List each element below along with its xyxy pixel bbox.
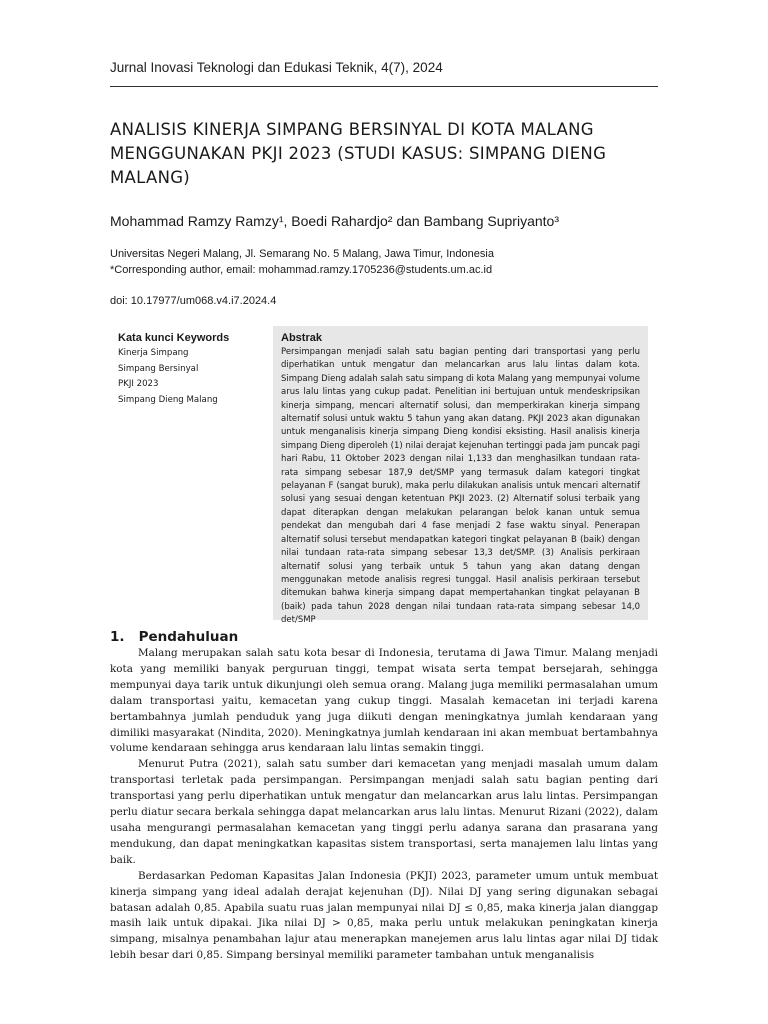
doi[interactable]: doi: 10.17977/um068.v4.i7.2024.4 [110, 295, 277, 307]
paragraph: Menurut Putra (2021), salah satu sumber dari kemacetan yang menjadi masalah umum dalam transportasi terletak pada persimpangan. Persimpangan menjadi salah satu bagian penting dari transportasi yang perlu diperhatikan untuk mengatur dan melancarkan arus lalu lintas. Persimpangan perlu diatur secara berkala sehingga dapat melancarkan arus lalu lintas. Menurut Rizani (2022), dalam usaha mengurangi permasalahan kemacetan yang tinggi perlu adanya sarana dan prasarana yang mendukung, dan dapat meningkatkan kapasitas sistem transportasi, serta manajemen lalu lintas yang baik. [110, 758, 658, 866]
affiliation: Universitas Negeri Malang, Jl. Semarang No. 5 Malang, Jawa Timur, Indonesia [110, 248, 494, 260]
paragraph: Malang merupakan salah satu kota besar di Indonesia, terutama di Jawa Timur. Malang menjadi kota yang memiliki banyak perguruan tinggi, tempat wisata serta tempat bersejarah, sehingga mempunyai daya tarik untuk dikunjungi oleh semua orang. Malang juga memiliki permasalahan umum dalam transportasi yaitu, kemacetan yang cukup tinggi. Masalah kemacetan ini terjadi karena bertambahnya jumlah penduduk yang juga diikuti dengan meningkatnya jumlah kendaraan yang dimiliki masyarakat (Nindita, 2020). Meningkatnya jumlah kendaraan ini akan membuat bertambahnya volume kendaraan sehingga arus kendaraan lalu lintas semakin tinggi. [110, 647, 658, 755]
abstract-title: Abstrak [281, 332, 322, 344]
journal-header: Jurnal Inovasi Teknologi dan Edukasi Teknik, 4(7), 2024 [110, 60, 443, 75]
abstract-box [273, 326, 648, 626]
header-rule [110, 86, 658, 87]
section-heading: 1. Pendahuluan [110, 629, 239, 645]
keyword-item: PKJI 2023 [118, 379, 159, 389]
keywords-box [110, 326, 268, 620]
authors: Mohammad Ramzy Ramzy¹, Boedi Rahardjo² dan Bambang Supriyanto³ [110, 213, 559, 229]
body-text [110, 646, 658, 964]
paragraph: Berdasarkan Pedoman Kapasitas Jalan Indonesia (PKJI) 2023, parameter umum untuk membuat kinerja simpang yang ideal adalah derajat kejenuhan (DJ). Nilai DJ yang sering digunakan sebagai batasan adalah 0,85. Apabila suatu ruas jalan mempunyai nilai DJ ≤ 0,85, maka kinerja jalan dianggap masih laik untuk dipakai. Jika nilai DJ > 0,85, maka perlu untuk melakukan peningkatan kinerja simpang, misalnya penambahan lajur atau menerapkan manejemen arus lalu lintas agar nilai DJ tidak lebih besar dari 0,85. Simpang bersinyal memiliki parameter tambahan untuk menganalisis [110, 869, 658, 962]
abstract-text: Persimpangan menjadi salah satu bagian penting dari transportasi yang perlu diperhatikan untuk mengatur dan melancarkan arus lalu lintas dalam kota. Simpang Dieng adalah salah satu simpang di kota Malang yang mempunyai volume arus lalu lintas yang cukup padat. Penelitian ini bertujuan untuk mendeskripsikan kinerja simpang, mencari alternatif solusi, dan memperkirakan kinerja simpang alternatif solusi untuk waktu 5 tahun yang akan datang. PKJI 2023 akan digunakan untuk menganalisis kinerja simpang Dieng kondisi eksisting. Hasil analisis kinerja simpang Dieng diperoleh (1) nilai derajat kejenuhan tertinggi pada jam puncak pagi hari Rabu, 11 Oktober 2023 dengan nilai 1,133 dan menghasilkan tundaan rata-rata simpang sebesar 187,9 det/SMP yang termasuk dalam kategori tingkat pelayanan F (sangat buruk), maka perlu dilakukan analisis untuk mencari alternatif solusi yang sesuai dengan ketentuan PKJI 2023. (2) Alternatif solusi terbaik yang dapat diterapkan dengan melakukan pelarangan belok kanan untuk semua pendekat dan mengubah dari 4 fase menjadi 2 fase waktu sinyal. Penerapan alternatif solusi tersebut mendapatkan kategori tingkat pelayanan B (baik) dengan nilai tundaan rata-rata simpang sebesar 13,3 det/SMP. (3) Analisis perkiraan alternatif solusi yang terbaik untuk 5 tahun yang akan datang dengan menggunakan metode analisis regresi tunggal. Hasil analisis perkiraan tersebut ditemukan bahwa kinerja simpang dapat mempertahankan tingkat pelayanan B (baik) pada tahun 2028 dengan nilai tundaan rata-rata simpang sebesar 14,0 det/SMP [281, 347, 640, 626]
keywords-list [118, 346, 218, 408]
affiliation-block [110, 246, 658, 278]
keywords-title: Kata kunci Keywords [118, 332, 230, 344]
corresponding-author: *Corresponding author, email: mohammad.ramzy.1705236@students.um.ac.id [110, 264, 493, 276]
keyword-item: Kinerja Simpang [118, 348, 189, 358]
keyword-item: Simpang Dieng Malang [118, 394, 218, 405]
keyword-item: Simpang Bersinyal [118, 363, 199, 374]
paper-title: ANALISIS KINERJA SIMPANG BERSINYAL DI KOTA MALANG MENGGUNAKAN PKJI 2023 (STUDI KASUS: SIMPANG DIENG MALANG) [110, 120, 607, 187]
